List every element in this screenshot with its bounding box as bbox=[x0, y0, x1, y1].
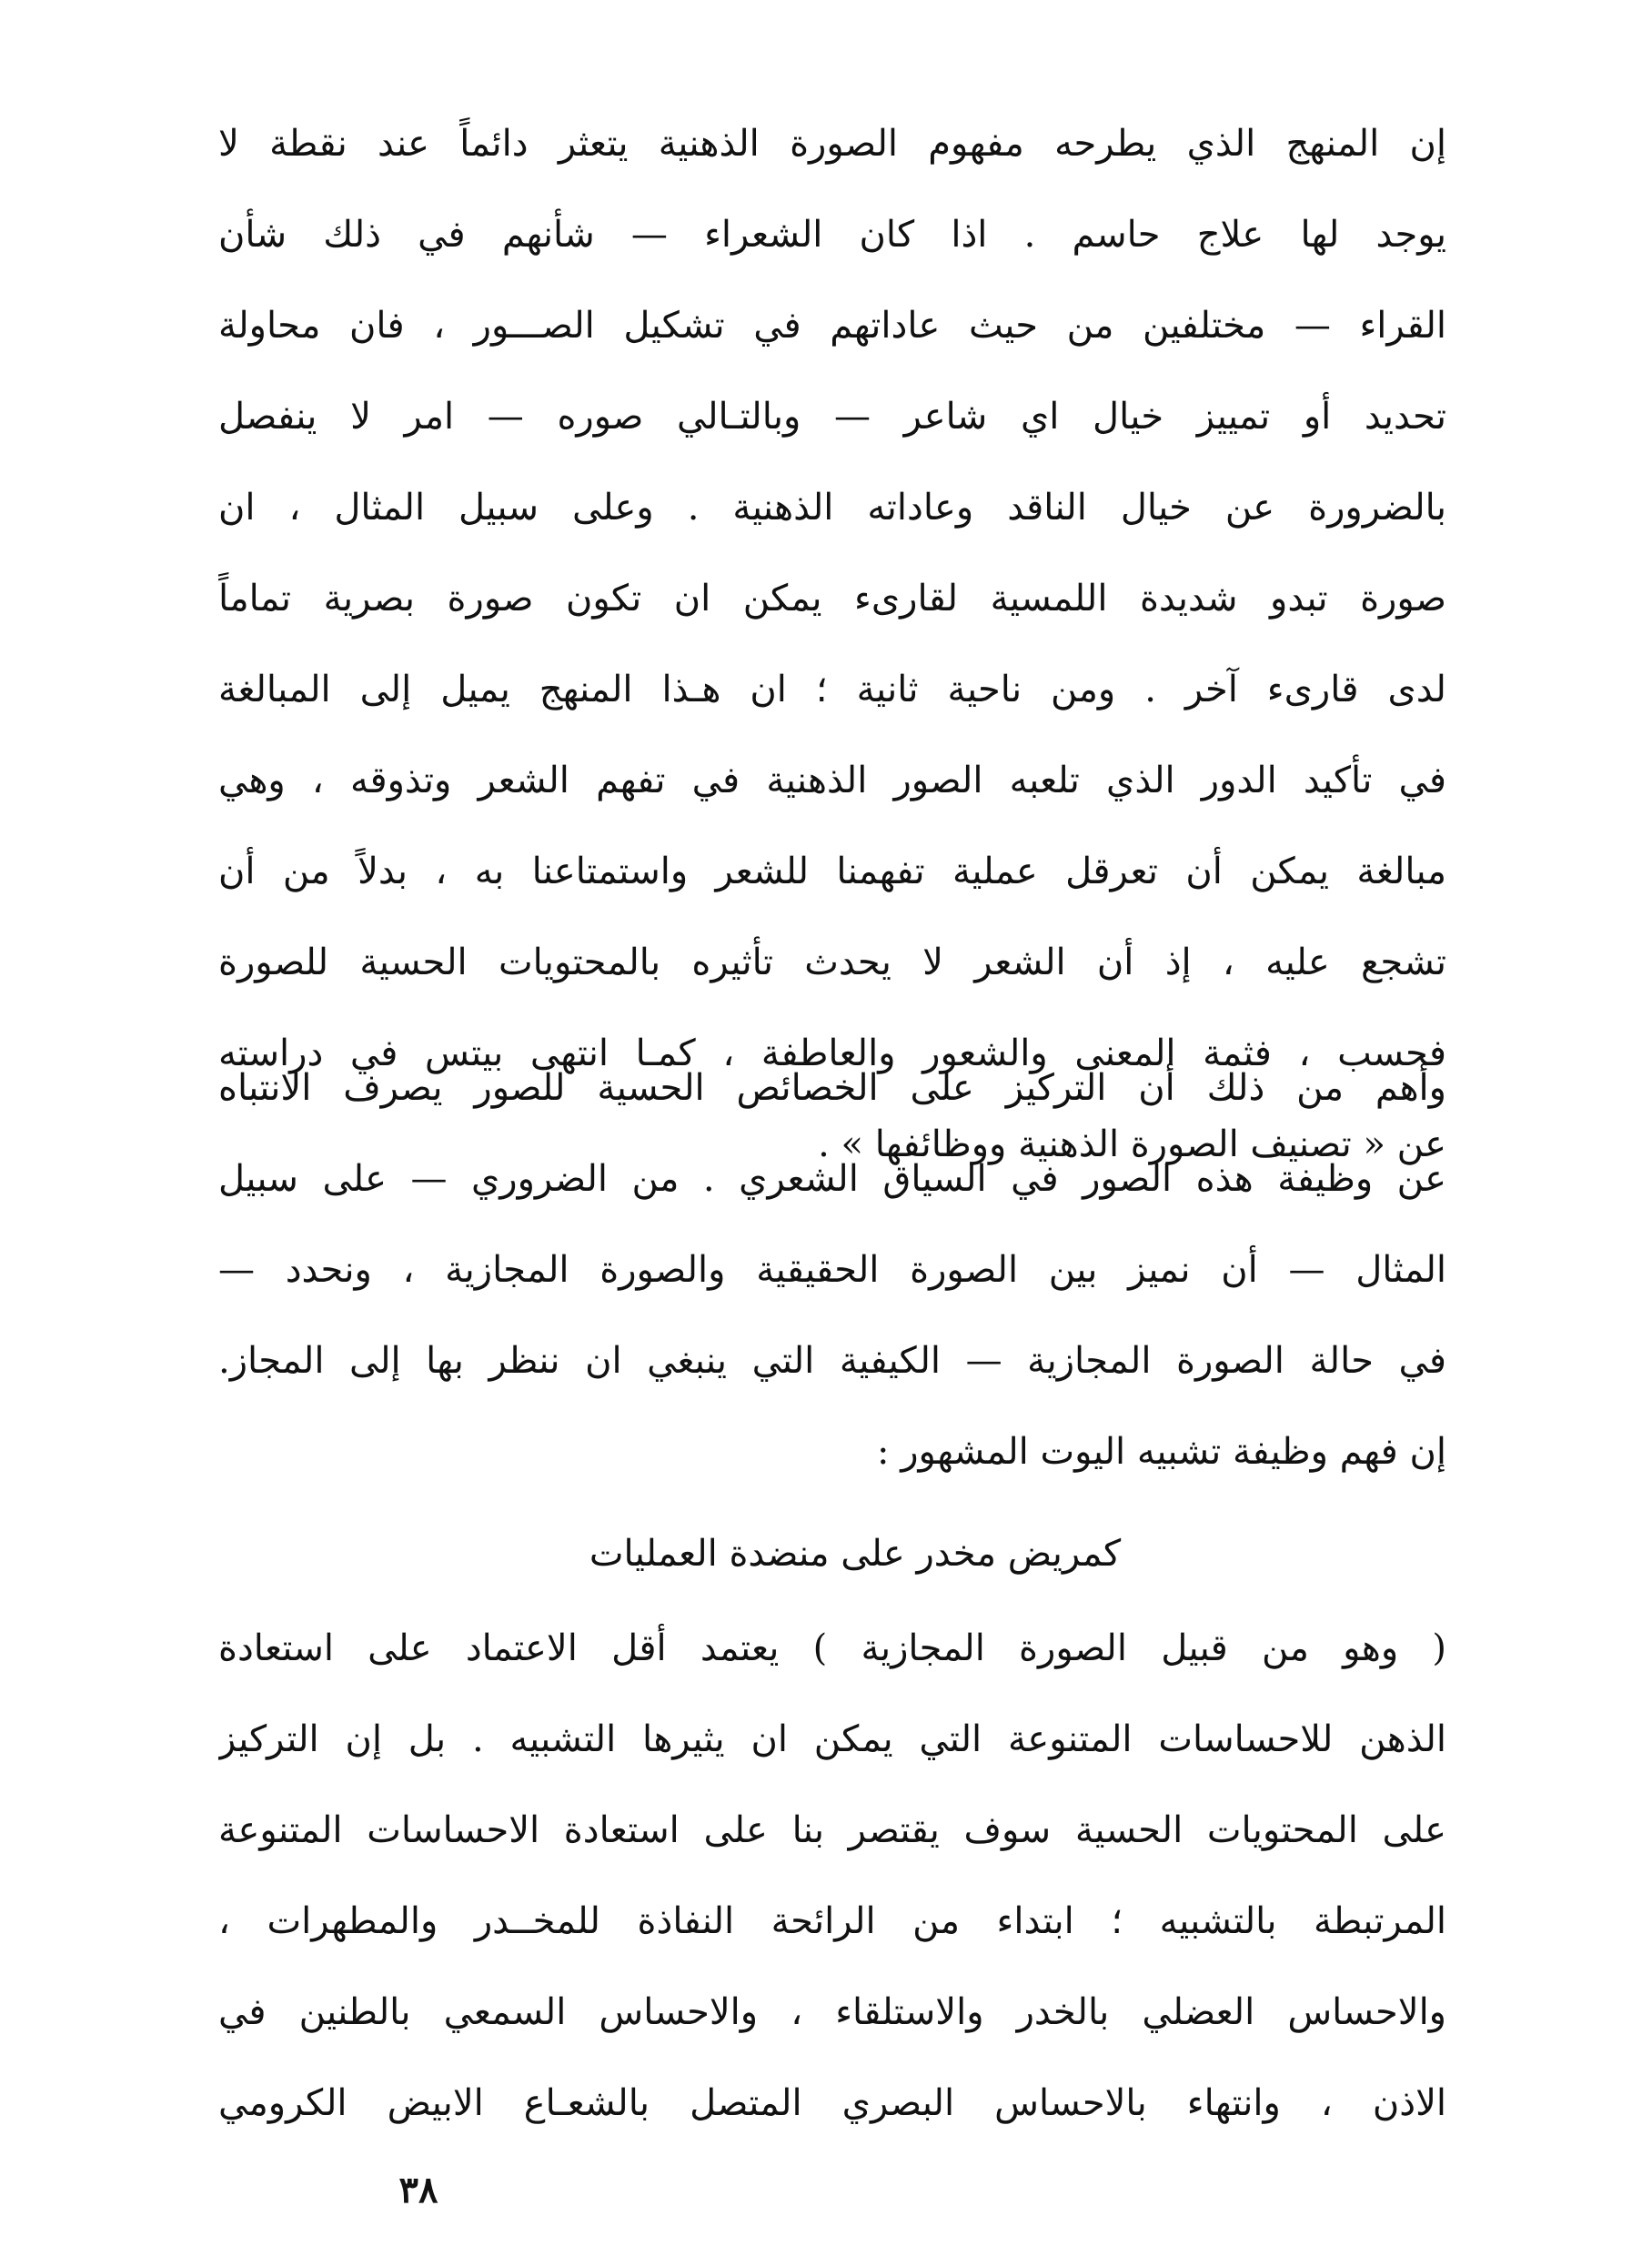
paragraph-line: يوجد لها علاج حاسم . اذا كان الشعراء — شأنهم في ذلك شأن bbox=[218, 214, 1446, 256]
paragraph-line: ( وهو من قبيل الصورة المجازية ) يعتمد أقل الاعتماد على استعادة bbox=[218, 1627, 1446, 1669]
paragraph-line: في تأكيد الدور الذي تلعبه الصور الذهنية في تفهم الشعر وتذوقه ، وهي bbox=[218, 760, 1446, 801]
paragraph-line: عن وظيفة هذه الصور في السياق الشعري . من الضروري — على سبيل bbox=[218, 1158, 1446, 1200]
page-number: ٣٨ bbox=[398, 2169, 438, 2211]
quoted-simile: كمريض مخدر على منضدة العمليات bbox=[589, 1533, 1122, 1575]
paragraph-3 bbox=[218, 1603, 1446, 2149]
paragraph-line: تشجع عليه ، إذ أن الشعر لا يحدث تأثيره بالمحتويات الحسية للصورة bbox=[218, 942, 1446, 983]
paragraph-line: والاحساس العضلي بالخدر والاستلقاء ، والاحساس السمعي بالطنين في bbox=[218, 1991, 1446, 2033]
paragraph-line: إن المنهج الذي يطرحه مفهوم الصورة الذهنية يتعثر دائماً عند نقطة لا bbox=[218, 123, 1446, 165]
paragraph-line: عن « تصنيف الصورة الذهنية ووظائفها » . bbox=[818, 1123, 1446, 1165]
paragraph-line: وأهم من ذلك أن التركيز على الخصائص الحسية للصور يصرف الانتباه bbox=[218, 1067, 1446, 1109]
paragraph-2 bbox=[218, 1042, 1446, 1497]
paragraph-line: على المحتويات الحسية سوف يقتصر بنا على استعادة الاحساسات المتنوعة bbox=[218, 1809, 1446, 1851]
paragraph-line: فحسب ، فثمة المعنى والشعور والعاطفة ، كمـا انتهى بيتس في دراسته bbox=[218, 1032, 1446, 1074]
paragraph-line: الاذن ، وانتهاء بالاحساس البصري المتصل بالشعـاع الابيض الكرومي bbox=[218, 2082, 1446, 2124]
paragraph-line: القراء — مختلفين من حيث عاداتهم في تشكيل الصـــور ، فان محاولة bbox=[218, 305, 1446, 347]
paragraph-line: المرتبطة بالتشبيه ؛ ابتداء من الرائحة النفاذة للمخــدر والمطهرات ، bbox=[218, 1900, 1446, 1942]
paragraph-line: مبالغة يمكن أن تعرقل عملية تفهمنا للشعر واستمتاعنا به ، بدلاً من أن bbox=[218, 851, 1446, 892]
paragraph-line: بالضرورة عن خيال الناقد وعاداته الذهنية . وعلى سبيل المثال ، ان bbox=[218, 487, 1446, 529]
paragraph-line: لدى قارىء آخر . ومن ناحية ثانية ؛ ان هـذا المنهج يميل إلى المبالغة bbox=[218, 669, 1446, 710]
paragraph-line: الذهن للاحساسات المتنوعة التي يمكن ان يثيرها التشبيه . بل إن التركيز bbox=[218, 1718, 1446, 1760]
paragraph-1 bbox=[218, 98, 1446, 1190]
paragraph-line: إن فهم وظيفة تشبيه اليوت المشهور : bbox=[877, 1431, 1446, 1473]
paragraph-line: تحديد أو تمييز خيال اي شاعر — وبالتـالي صوره — امر لا ينفصل bbox=[218, 396, 1446, 438]
paragraph-line: المثال — أن نميز بين الصورة الحقيقية والصورة المجازية ، ونحدد — bbox=[218, 1249, 1446, 1291]
paragraph-line: صورة تبدو شديدة اللمسية لقارىء يمكن ان تكون صورة بصرية تماماً bbox=[218, 578, 1446, 619]
paragraph-line: في حالة الصورة المجازية — الكيفية التي ينبغي ان ننظر بها إلى المجاز. bbox=[218, 1340, 1446, 1382]
